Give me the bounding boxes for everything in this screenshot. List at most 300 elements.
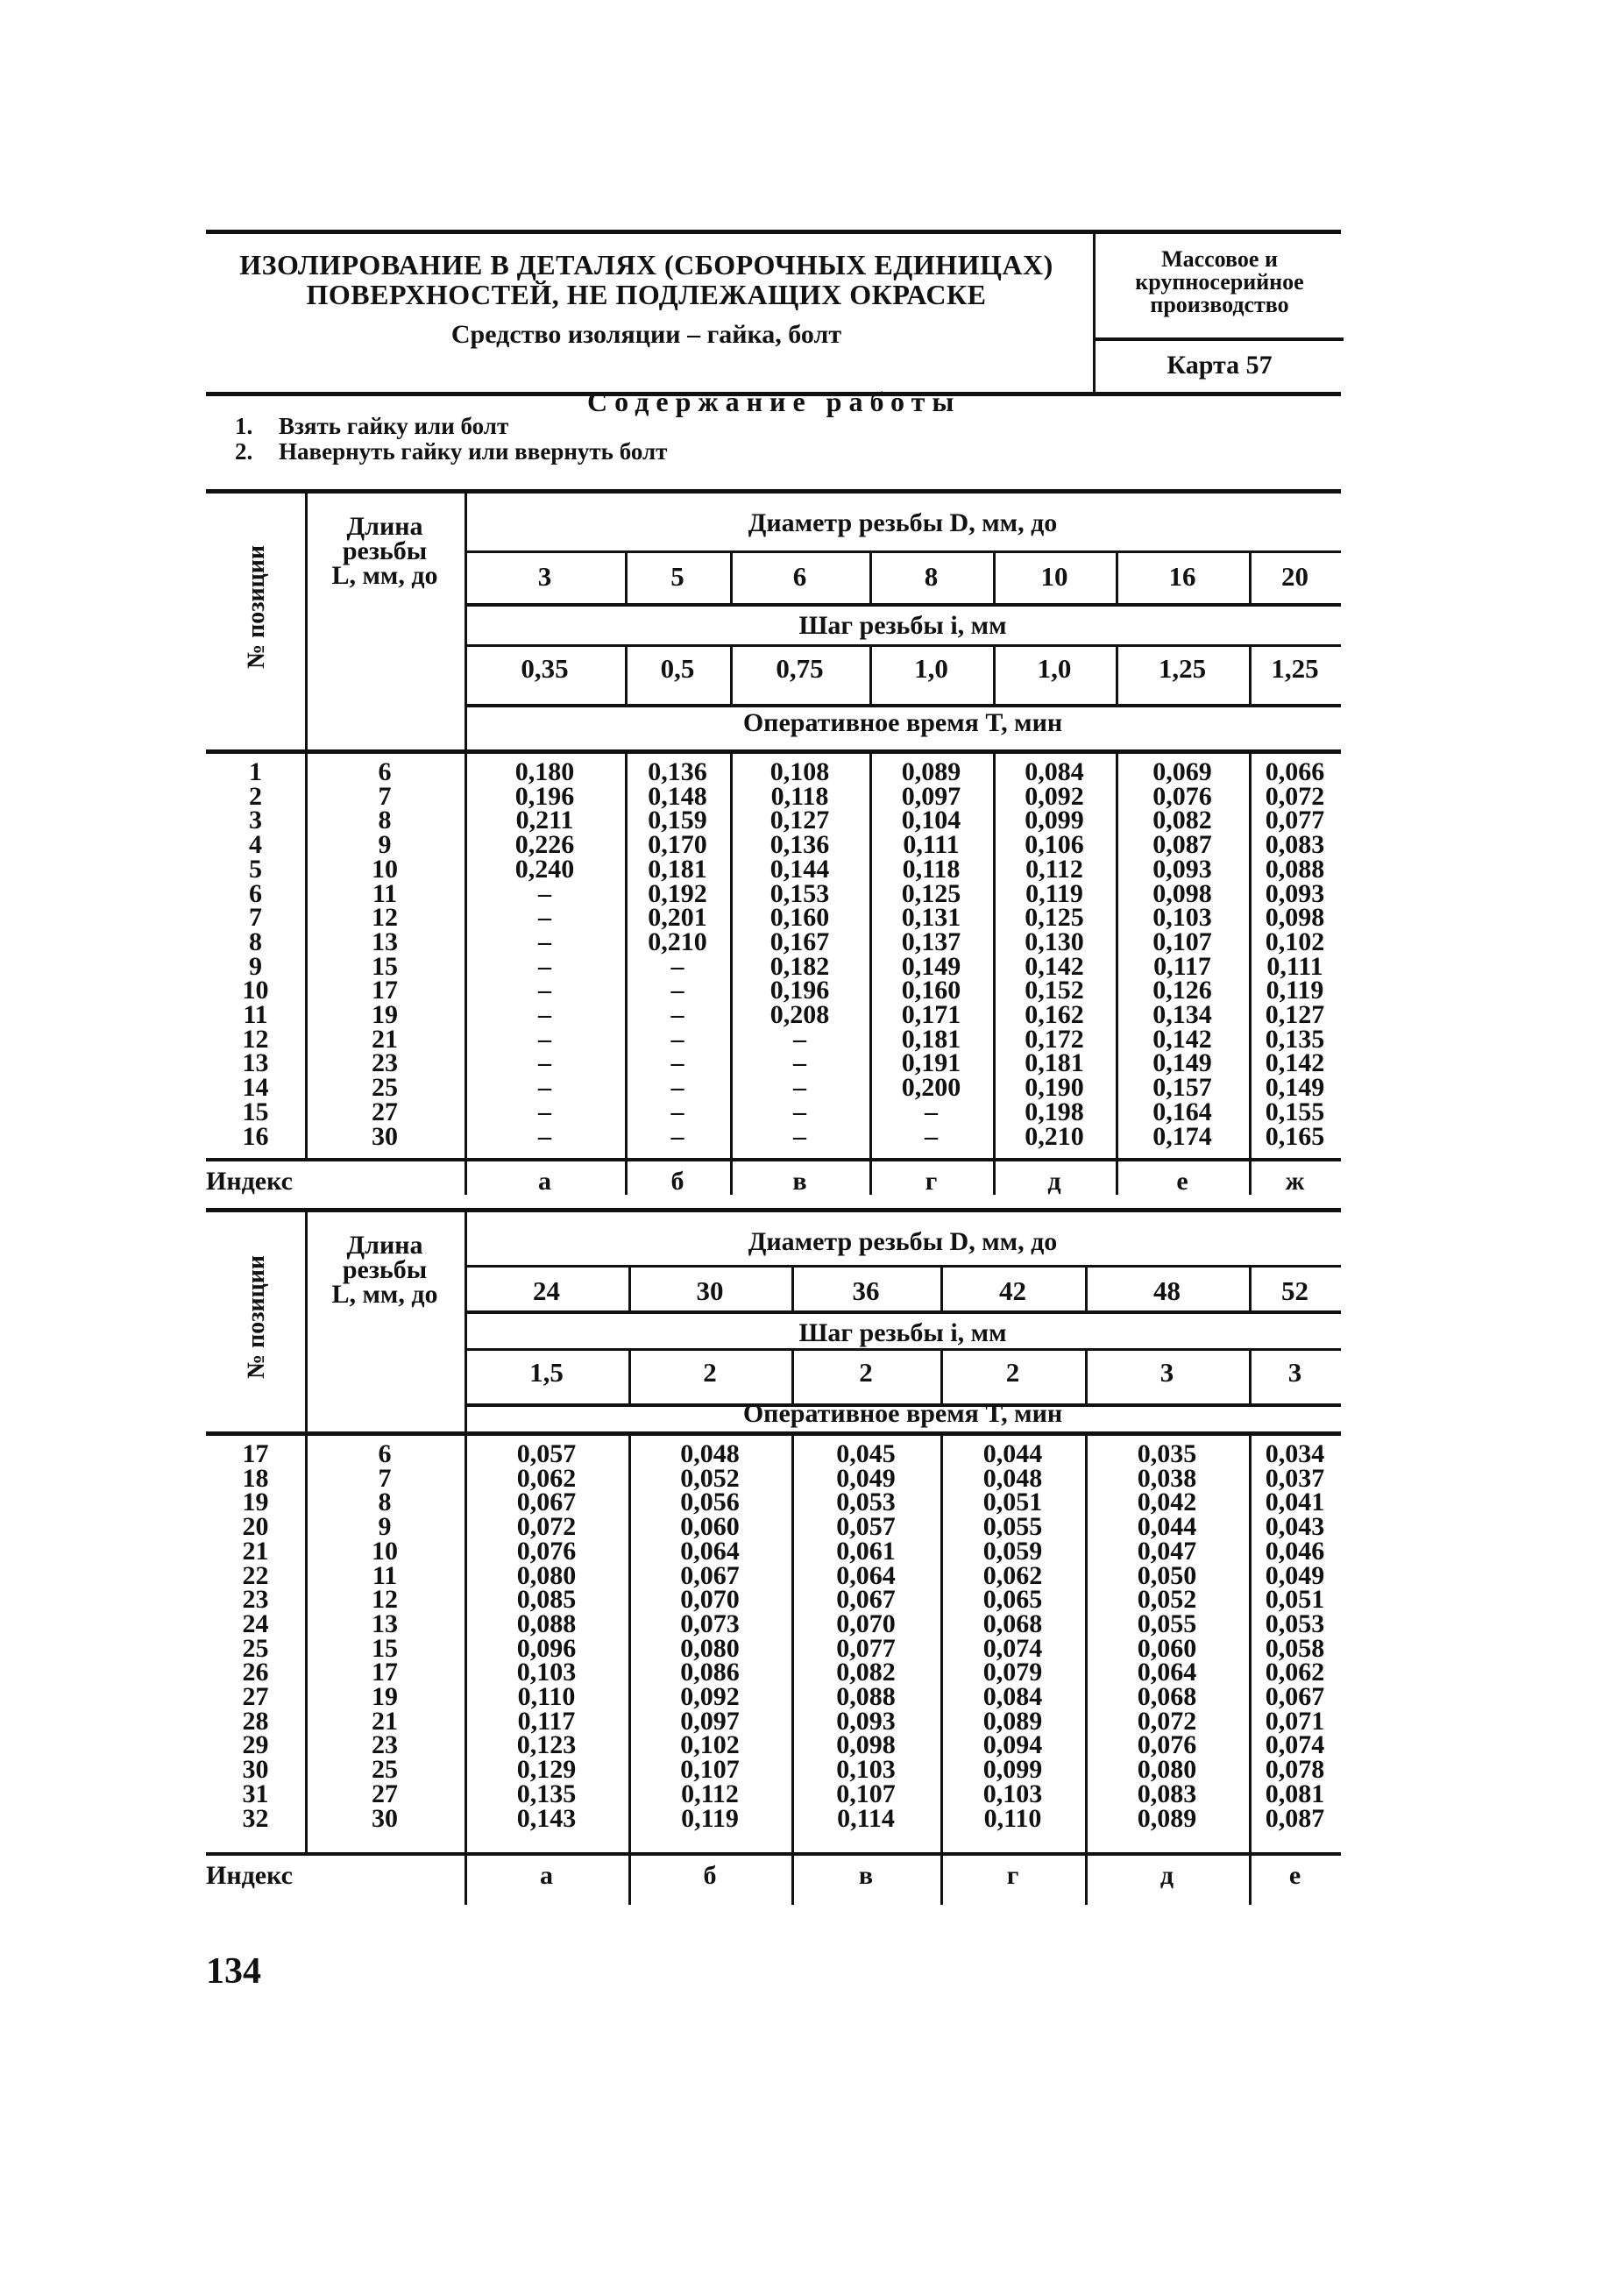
time-value: – xyxy=(538,1097,551,1126)
rule-line xyxy=(206,749,1341,754)
position-number: 29 xyxy=(242,1730,269,1760)
card-number: Карта 57 xyxy=(1096,337,1344,395)
time-value: 0,098 xyxy=(836,1730,896,1760)
time-value: 0,111 xyxy=(1266,951,1323,981)
time-value: 0,050 xyxy=(1137,1560,1197,1590)
time-value: 0,119 xyxy=(1025,878,1083,908)
time-value: 0,057 xyxy=(516,1439,577,1468)
time-value: 0,047 xyxy=(1137,1536,1197,1566)
length-value: 9 xyxy=(378,830,392,860)
position-number: 24 xyxy=(242,1609,269,1638)
time-value: 0,074 xyxy=(1265,1730,1325,1760)
time-value: 0,082 xyxy=(1152,806,1212,835)
time-value: 0,076 xyxy=(516,1536,577,1566)
time-value: 0,068 xyxy=(1137,1682,1197,1712)
diameter-value: 30 xyxy=(696,1275,724,1306)
length-label-2: резьбы xyxy=(342,1255,428,1284)
rule-line xyxy=(628,1265,631,1310)
length-value: 6 xyxy=(378,1439,392,1468)
length-value: 11 xyxy=(372,878,398,908)
length-value: 7 xyxy=(378,1463,392,1493)
time-value: 0,160 xyxy=(769,903,830,933)
position-number: 12 xyxy=(242,1024,269,1054)
time-value: – xyxy=(538,1048,551,1078)
time-value: 0,066 xyxy=(1265,757,1325,786)
length-value: 30 xyxy=(372,1803,398,1833)
time-value: 0,094 xyxy=(982,1730,1043,1760)
time-value: 0,087 xyxy=(1265,1803,1325,1833)
card-header xyxy=(206,230,1341,396)
time-value: – xyxy=(670,1048,684,1078)
time-value: 0,037 xyxy=(1265,1463,1325,1493)
time-value: 0,112 xyxy=(1025,854,1083,884)
time-value: 0,088 xyxy=(836,1682,896,1712)
index-value: а xyxy=(540,1861,553,1890)
rule-line xyxy=(465,603,1341,607)
time-value: 0,093 xyxy=(1152,854,1212,884)
rule-line xyxy=(869,550,872,603)
time-value: 0,087 xyxy=(1152,830,1212,860)
length-value: 8 xyxy=(378,806,392,835)
time-value: 0,067 xyxy=(836,1585,896,1615)
time-value: 0,098 xyxy=(1265,903,1325,933)
position-number: 30 xyxy=(242,1755,269,1785)
time-value: 0,053 xyxy=(836,1488,896,1517)
time-value: 0,055 xyxy=(1137,1609,1197,1638)
time-value: – xyxy=(670,1024,684,1054)
time-value: 0,240 xyxy=(514,854,575,884)
position-column xyxy=(206,1439,305,1833)
position-number: 31 xyxy=(242,1779,269,1808)
time-value: 0,114 xyxy=(837,1803,895,1833)
rule-line xyxy=(1249,1265,1252,1310)
position-number: 17 xyxy=(242,1439,269,1468)
time-column xyxy=(465,757,625,1151)
time-value: 0,072 xyxy=(1265,781,1325,811)
time-value: 0,103 xyxy=(982,1779,1043,1808)
production-line-3: производство xyxy=(1150,292,1289,317)
position-number: 21 xyxy=(242,1536,269,1566)
length-value: 15 xyxy=(372,951,398,981)
time-value: 0,144 xyxy=(769,854,830,884)
time-value: 0,088 xyxy=(516,1609,577,1638)
time-value: 0,152 xyxy=(1025,976,1084,1005)
diameter-value: 16 xyxy=(1168,561,1196,592)
length-label-2: резьбы xyxy=(342,536,428,565)
diameter-value: 48 xyxy=(1153,1275,1181,1306)
time-value: 0,083 xyxy=(1137,1779,1197,1808)
time-value: 0,102 xyxy=(1265,927,1325,956)
time-column xyxy=(1249,1439,1341,1833)
time-value: 0,162 xyxy=(1025,1000,1084,1030)
index-value: е xyxy=(1288,1861,1301,1890)
time-value: 0,112 xyxy=(681,1779,739,1808)
time-value: 0,172 xyxy=(1025,1024,1084,1054)
time-value: – xyxy=(538,1121,551,1151)
time-value: 0,080 xyxy=(516,1560,577,1590)
length-value: 9 xyxy=(378,1512,392,1542)
time-value: 0,153 xyxy=(769,878,830,908)
time-column xyxy=(1116,757,1249,1151)
time-column xyxy=(628,1439,791,1833)
diameter-value: 52 xyxy=(1281,1275,1308,1306)
time-column xyxy=(625,757,730,1151)
time-value: 0,108 xyxy=(769,757,830,786)
time-column xyxy=(940,1439,1085,1833)
index-value: в xyxy=(792,1167,807,1196)
time-value: 0,102 xyxy=(680,1730,740,1760)
position-number: 28 xyxy=(242,1706,269,1736)
time-value: 0,157 xyxy=(1152,1073,1212,1103)
rule-line xyxy=(1116,644,1118,704)
diameter-value: 36 xyxy=(852,1275,880,1306)
time-value: 0,062 xyxy=(1265,1658,1325,1687)
time-value: 0,060 xyxy=(1137,1633,1197,1663)
pitch-value: 1,25 xyxy=(1271,653,1319,684)
diameter-value: 8 xyxy=(924,561,939,592)
time-value: 0,201 xyxy=(648,903,707,933)
length-column xyxy=(305,757,465,1151)
rule-line xyxy=(730,644,733,704)
time-value: – xyxy=(670,1121,684,1151)
time-value: 0,208 xyxy=(769,1000,830,1030)
rule-line xyxy=(206,1852,1341,1856)
diameter-value: 42 xyxy=(999,1275,1026,1306)
time-value: 0,182 xyxy=(769,951,830,981)
time-value: 0,052 xyxy=(680,1463,740,1493)
length-label-1: Длина xyxy=(346,512,423,541)
time-value: 0,103 xyxy=(1152,903,1212,933)
position-number: 13 xyxy=(242,1048,269,1078)
rule-line xyxy=(465,1348,1341,1351)
time-value: 0,196 xyxy=(514,781,575,811)
time-value: – xyxy=(670,1000,684,1030)
time-value: 0,125 xyxy=(1025,903,1084,933)
time-value: – xyxy=(670,976,684,1005)
time-value: 0,210 xyxy=(648,927,707,956)
length-value: 21 xyxy=(372,1024,398,1054)
time-value: – xyxy=(793,1073,806,1103)
time-value: 0,089 xyxy=(1137,1803,1197,1833)
time-value: – xyxy=(538,903,551,933)
rule-line xyxy=(206,1158,1341,1161)
time-value: – xyxy=(793,1024,806,1054)
time-value: 0,093 xyxy=(836,1706,896,1736)
time-value: 0,118 xyxy=(770,781,829,811)
time-value: 0,137 xyxy=(901,927,961,956)
rule-line xyxy=(1085,1348,1088,1403)
rule-line xyxy=(993,550,996,603)
time-value: 0,211 xyxy=(515,806,574,835)
time-value: 0,083 xyxy=(1265,830,1325,860)
diameter-value: 24 xyxy=(533,1275,560,1306)
time-value: 0,065 xyxy=(982,1585,1043,1615)
production-line-1: Массовое и xyxy=(1161,246,1278,272)
time-value: 0,142 xyxy=(1025,951,1084,981)
index-value: г xyxy=(925,1167,938,1196)
work-step: 1. Взять гайку или болт xyxy=(235,413,509,439)
time-value: 0,093 xyxy=(1265,878,1325,908)
time-value: 0,103 xyxy=(836,1755,896,1785)
time-value: 0,041 xyxy=(1265,1488,1325,1517)
time-value: 0,149 xyxy=(1265,1073,1325,1103)
time-value: 0,067 xyxy=(1265,1682,1325,1712)
time-column xyxy=(465,1439,628,1833)
time-value: 0,099 xyxy=(982,1755,1043,1785)
time-column xyxy=(869,757,993,1151)
time-value: 0,048 xyxy=(982,1463,1043,1493)
time-value: 0,118 xyxy=(902,854,961,884)
time-value: – xyxy=(670,951,684,981)
time-value: 0,155 xyxy=(1265,1097,1325,1126)
time-value: – xyxy=(538,927,551,956)
time-value: 0,049 xyxy=(836,1463,896,1493)
position-number: 3 xyxy=(249,806,262,835)
length-value: 23 xyxy=(372,1048,398,1078)
rule-line xyxy=(465,1310,1341,1314)
index-value: е xyxy=(1176,1167,1188,1196)
rule-line xyxy=(791,1348,794,1403)
header-title-block xyxy=(206,234,1087,392)
time-value: 0,088 xyxy=(1265,854,1325,884)
rule-line xyxy=(869,644,872,704)
rule-line xyxy=(1249,644,1252,704)
pitch-value: 0,75 xyxy=(776,653,824,684)
time-value: 0,160 xyxy=(901,976,961,1005)
title-line-2: ПОВЕРХНОСТЕЙ, НЕ ПОДЛЕЖАЩИХ ОКРАСКЕ xyxy=(306,279,987,310)
time-value: 0,058 xyxy=(1265,1633,1325,1663)
rule-line xyxy=(730,550,733,603)
time-value: 0,043 xyxy=(1265,1512,1325,1542)
time-value: 0,181 xyxy=(1025,1048,1084,1078)
time-value: 0,131 xyxy=(901,903,961,933)
time-value: – xyxy=(670,1097,684,1126)
time-value: 0,098 xyxy=(1152,878,1212,908)
time-value: 0,080 xyxy=(1137,1755,1197,1785)
position-column xyxy=(206,757,305,1151)
time-value: 0,097 xyxy=(901,781,961,811)
time-value: – xyxy=(538,951,551,981)
length-value: 10 xyxy=(372,1536,398,1566)
time-value: 0,053 xyxy=(1265,1609,1325,1638)
time-value: 0,034 xyxy=(1265,1439,1325,1468)
length-value: 27 xyxy=(372,1779,398,1808)
rule-line xyxy=(465,704,1341,707)
time-value: 0,069 xyxy=(1152,757,1212,786)
time-value: 0,080 xyxy=(680,1633,740,1663)
time-value: 0,076 xyxy=(1137,1730,1197,1760)
time-value: 0,119 xyxy=(681,1803,739,1833)
time-value: 0,082 xyxy=(836,1658,896,1687)
rule-line xyxy=(940,1348,943,1403)
index-value: д xyxy=(1159,1861,1174,1890)
work-steps xyxy=(235,414,667,465)
time-value: 0,077 xyxy=(1265,806,1325,835)
time-value: 0,072 xyxy=(516,1512,577,1542)
time-value: 0,127 xyxy=(769,806,830,835)
time-value: 0,064 xyxy=(836,1560,896,1590)
time-value: 0,107 xyxy=(680,1755,740,1785)
position-number: 7 xyxy=(249,903,262,933)
length-label-3: L, мм, до xyxy=(331,561,438,590)
position-no-label: № позиции xyxy=(243,1254,270,1379)
time-value: 0,051 xyxy=(982,1488,1043,1517)
time-value: 0,072 xyxy=(1137,1706,1197,1736)
time-value: 0,103 xyxy=(516,1658,577,1687)
pitch-value: 3 xyxy=(1287,1357,1302,1388)
time-value: 0,089 xyxy=(982,1706,1043,1736)
position-number: 23 xyxy=(242,1585,269,1615)
position-number: 19 xyxy=(242,1488,269,1517)
time-value: 0,142 xyxy=(1265,1048,1325,1078)
length-label-1: Длина xyxy=(346,1231,423,1260)
diameter-header: Диаметр резьбы D, мм, до xyxy=(748,1227,1058,1256)
time-value: 0,086 xyxy=(680,1658,740,1687)
time-value: 0,089 xyxy=(901,757,961,786)
time-value: 0,148 xyxy=(648,781,707,811)
position-number: 8 xyxy=(249,927,262,956)
pitch-value: 3 xyxy=(1159,1357,1174,1388)
time-value: 0,181 xyxy=(648,854,707,884)
pitch-header: Шаг резьбы i, мм xyxy=(798,1318,1007,1347)
time-value: 0,180 xyxy=(514,757,575,786)
time-value: 0,123 xyxy=(516,1730,577,1760)
rule-line xyxy=(206,1431,1341,1436)
rule-line xyxy=(465,1265,1341,1268)
time-value: 0,196 xyxy=(769,976,830,1005)
time-table-1 xyxy=(206,489,1341,1204)
position-number: 6 xyxy=(249,878,262,908)
length-value: 30 xyxy=(372,1121,398,1151)
time-value: – xyxy=(670,1073,684,1103)
time-value: 0,078 xyxy=(1265,1755,1325,1785)
time-value: – xyxy=(538,1073,551,1103)
pitch-header: Шаг резьбы i, мм xyxy=(798,611,1007,640)
time-value: 0,117 xyxy=(517,1706,576,1736)
time-value: – xyxy=(925,1097,938,1126)
position-number: 32 xyxy=(242,1803,269,1833)
time-value: 0,084 xyxy=(1025,757,1084,786)
time-value: 0,048 xyxy=(680,1439,740,1468)
time-value: 0,062 xyxy=(516,1463,577,1493)
time-value: 0,081 xyxy=(1265,1779,1325,1808)
time-table-2 xyxy=(206,1208,1341,1905)
index-label: Индекс xyxy=(206,1861,293,1890)
time-value: 0,059 xyxy=(982,1536,1043,1566)
length-value: 6 xyxy=(378,757,392,786)
index-value: в xyxy=(858,1861,874,1890)
time-value: – xyxy=(538,976,551,1005)
time-value: 0,134 xyxy=(1152,1000,1212,1030)
time-value: 0,060 xyxy=(680,1512,740,1542)
diameter-value: 5 xyxy=(670,561,684,592)
time-value: 0,129 xyxy=(516,1755,577,1785)
time-value: 0,035 xyxy=(1137,1439,1197,1468)
index-value: а xyxy=(538,1167,551,1196)
diameter-header: Диаметр резьбы D, мм, до xyxy=(748,508,1058,537)
length-column xyxy=(305,1439,465,1833)
length-value: 19 xyxy=(372,1000,398,1030)
time-value: 0,107 xyxy=(1152,927,1212,956)
index-label: Индекс xyxy=(206,1167,293,1196)
title-line-1: ИЗОЛИРОВАНИЕ В ДЕТАЛЯХ (СБОРОЧНЫХ ЕДИНИЦАХ) xyxy=(239,249,1053,281)
time-value: 0,110 xyxy=(517,1682,576,1712)
pitch-value: 1,25 xyxy=(1158,653,1207,684)
length-value: 13 xyxy=(372,1609,398,1638)
time-value: 0,226 xyxy=(514,830,575,860)
length-value: 7 xyxy=(378,781,392,811)
position-number: 18 xyxy=(242,1463,269,1493)
length-value: 19 xyxy=(372,1682,398,1712)
position-number: 16 xyxy=(242,1121,269,1151)
time-value: – xyxy=(538,878,551,908)
time-value: 0,136 xyxy=(769,830,830,860)
pitch-value: 1,0 xyxy=(914,653,948,684)
time-value: 0,198 xyxy=(1025,1097,1084,1126)
time-value: 0,159 xyxy=(648,806,707,835)
rule-line xyxy=(940,1265,943,1310)
time-value: 0,068 xyxy=(982,1609,1043,1638)
time-value: 0,061 xyxy=(836,1536,896,1566)
rule-line xyxy=(1116,550,1118,603)
time-value: 0,067 xyxy=(680,1560,740,1590)
position-number: 11 xyxy=(243,1000,268,1030)
position-number: 2 xyxy=(249,781,262,811)
time-value: 0,170 xyxy=(648,830,707,860)
time-value: 0,056 xyxy=(680,1488,740,1517)
time-value: 0,097 xyxy=(680,1706,740,1736)
rule-line xyxy=(1085,1265,1088,1310)
time-value: 0,104 xyxy=(901,806,961,835)
time-value: 0,067 xyxy=(516,1488,577,1517)
rule-line xyxy=(1249,1348,1252,1403)
time-value: – xyxy=(925,1121,938,1151)
time-value: 0,051 xyxy=(1265,1585,1325,1615)
time-value: 0,096 xyxy=(516,1633,577,1663)
time-value: 0,057 xyxy=(836,1512,896,1542)
position-number: 27 xyxy=(242,1682,269,1712)
time-value: 0,064 xyxy=(1137,1658,1197,1687)
pitch-value: 2 xyxy=(1005,1357,1020,1388)
time-value: 0,077 xyxy=(836,1633,896,1663)
pitch-value: 1,5 xyxy=(529,1357,564,1388)
time-value: 0,117 xyxy=(1153,951,1211,981)
length-value: 25 xyxy=(372,1073,398,1103)
time-value: 0,192 xyxy=(648,878,707,908)
time-value: 0,165 xyxy=(1265,1121,1325,1151)
time-value: 0,127 xyxy=(1265,1000,1325,1030)
rule-line xyxy=(993,644,996,704)
work-step: 2. Навернуть гайку или ввернуть болт xyxy=(235,438,668,465)
length-value: 21 xyxy=(372,1706,398,1736)
production-line-2: крупносерийное xyxy=(1135,269,1304,295)
index-value: д xyxy=(1047,1167,1061,1196)
time-value: 0,070 xyxy=(836,1609,896,1638)
header-production-block xyxy=(1093,234,1344,392)
length-value: 10 xyxy=(372,854,398,884)
index-value: ж xyxy=(1285,1167,1305,1196)
length-value: 17 xyxy=(372,976,398,1005)
time-value: 0,174 xyxy=(1152,1121,1212,1151)
subtitle: Средство изоляции – гайка, болт xyxy=(450,320,842,349)
time-value: 0,052 xyxy=(1137,1585,1197,1615)
time-value: 0,111 xyxy=(903,830,960,860)
position-no-label: № позиции xyxy=(243,544,270,669)
time-value: 0,079 xyxy=(982,1658,1043,1687)
diameter-value: 3 xyxy=(537,561,552,592)
time-value: 0,099 xyxy=(1025,806,1084,835)
length-value: 8 xyxy=(378,1488,392,1517)
